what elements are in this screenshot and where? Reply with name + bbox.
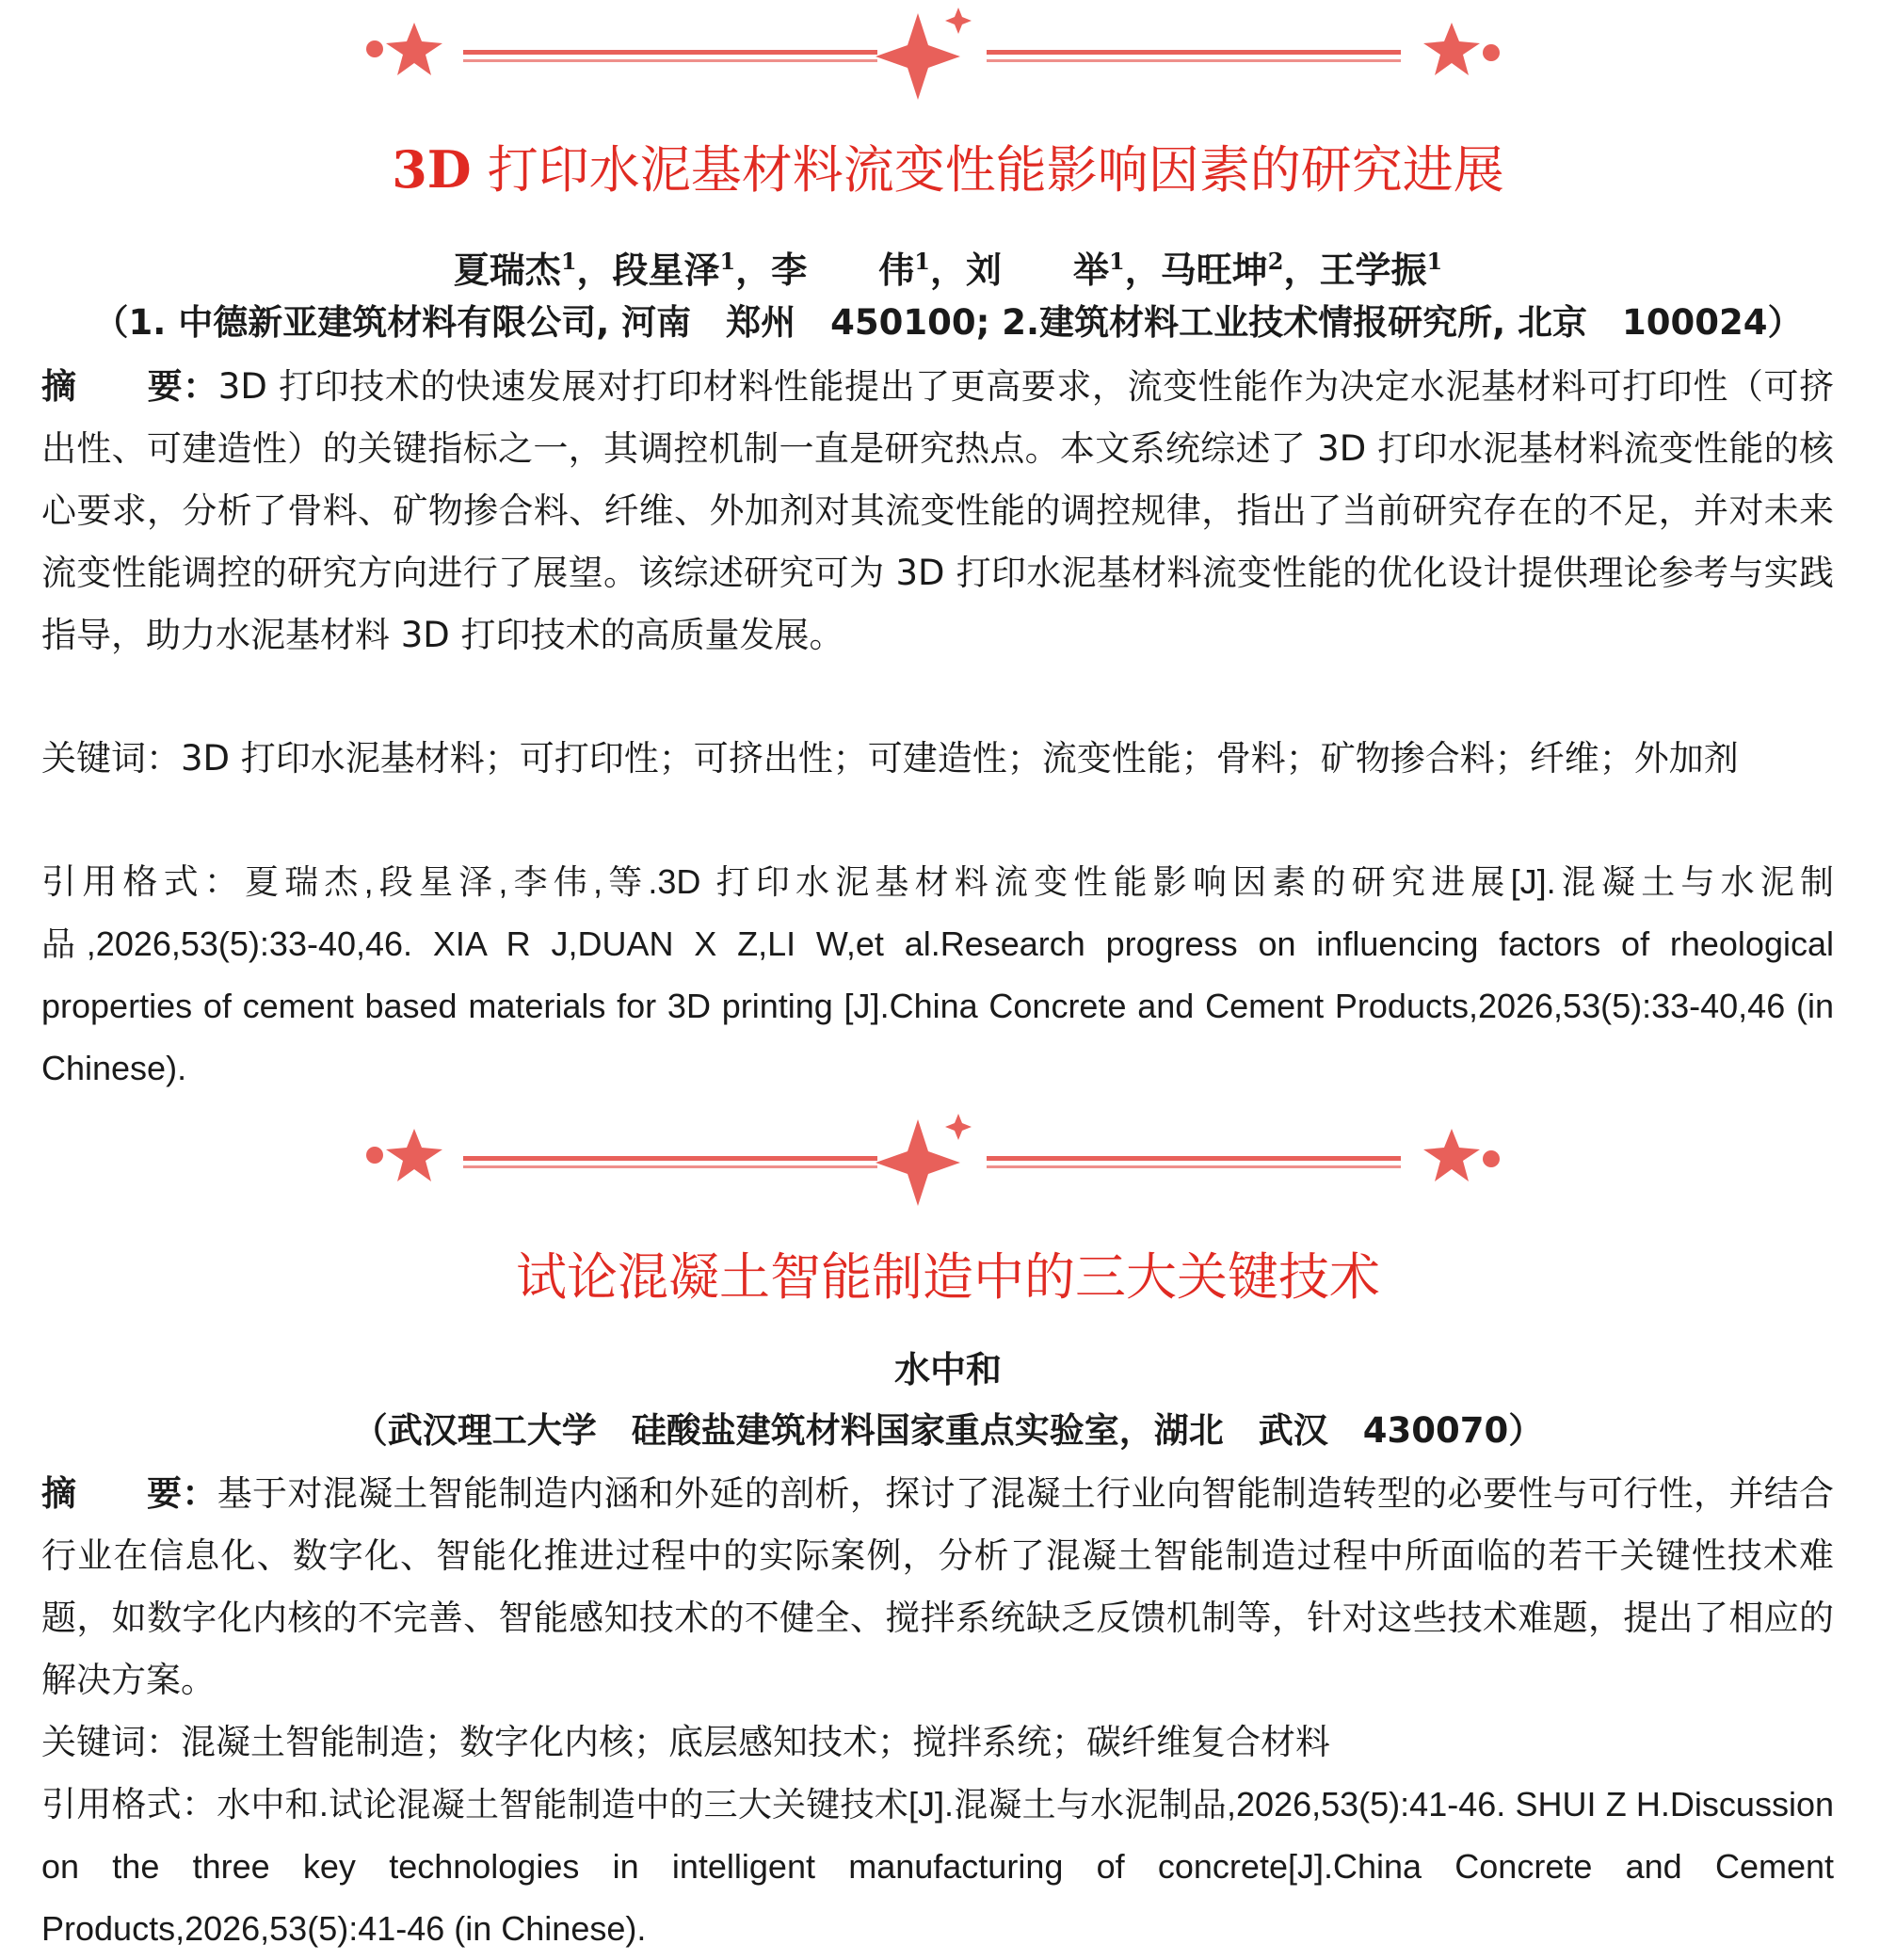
abstract-text: 3D 打印技术的快速发展对打印材料性能提出了更高要求，流变性能作为决定水泥基材料可打印性（可挤出性、可建造性）的关键指标之一，其调控机制一直是研究热点。本文系统综述了 3D 打印水泥基材料流变性能的核心要求，分析了骨料、矿物掺合料、纤维、外加剂对其流变性能的调控规律，指出了当前研究存在的不足，并对未来流变性能调控的研究方向进行了展望。该综述研究可为 3D 打印水泥基材料流变性能的优化设计提供理论参考与实践指导，助力水泥基材料 3D 打印技术的高质量发展。: [41, 366, 1834, 655]
author-affiliation-marker: 2: [1267, 248, 1284, 275]
abstract-label: 摘 要：: [41, 1473, 217, 1514]
keywords-paragraph: [41, 1711, 1834, 1774]
keywords-text: 3D 打印水泥基材料；可打印性；可挤出性；可建造性；流变性能；骨料；矿物掺合料；纤维；外加剂: [181, 738, 1739, 779]
author-name: 王学振: [1319, 249, 1427, 291]
citation-paragraph: [41, 1774, 1834, 1960]
author-affiliation-marker: 1: [914, 248, 930, 275]
article-title: 3D 打印水泥基材料流变性能影响因素的研究进展: [392, 139, 1504, 200]
star-icon: [386, 23, 442, 75]
author-name: 夏瑞杰: [453, 249, 561, 291]
dot-icon: [366, 40, 383, 57]
keywords-label: 关键词：: [41, 738, 181, 779]
author-affiliation-marker: 1: [1426, 248, 1443, 275]
author-name: 刘 举: [966, 249, 1110, 291]
abstract-label: 摘 要：: [41, 366, 218, 407]
decorative-divider-middle: [0, 1106, 1896, 1210]
abstract-text: 基于对混凝土智能制造内涵和外延的剖析，探讨了混凝土行业向智能制造转型的必要性与可行性，并结合行业在信息化、数字化、智能化推进过程中的实际案例，分析了混凝土智能制造过程中所面临的若干关键性技术难题，如数字化内核的不完善、智能感知技术的不健全、搅拌系统缺乏反馈机制等，针对这些技术难题，提出了相应的解决方案。: [41, 1473, 1835, 1700]
author-name: 李 伟: [771, 249, 915, 291]
star-icon: [386, 1129, 442, 1181]
decorative-divider-top: [0, 0, 1896, 104]
abstract-paragraph: [41, 356, 1834, 667]
dot-icon: [1483, 44, 1500, 61]
abstract-paragraph: [41, 1463, 1834, 1711]
affiliation: （1. 中德新亚建筑材料有限公司, 河南 郑州 450100; 2.建筑材料工业技术情报研究所, 北京 100024）: [93, 302, 1803, 343]
author-affiliation-marker: 1: [1109, 248, 1125, 275]
affiliation: （武汉理工大学 硅酸盐建筑材料国家重点实验室，湖北 武汉 430070）: [352, 1410, 1544, 1451]
citation-text: 水中和.试论混凝土智能制造中的三大关键技术[J].混凝土与水泥制品,2026,53(5):41-46. SHUI Z H.Discussion on the three key technologies in intelligent manufacturing of concrete[J].China Concrete and Cement Products,2026,53(5):41-46 (in Chinese).: [41, 1785, 1834, 1948]
small-sparkle-icon: [945, 1114, 972, 1140]
citation-text: 夏瑞杰,段星泽,李伟,等.3D 打印水泥基材料流变性能影响因素的研究进展[J].混凝土与水泥制品,2026,53(5):33-40,46. XIA R J,DUAN X Z,LI W,et al.Research progress on influencing factors of rheological properties of cement based materials for 3D printing [J].China Concrete and Cement Products,2026,53(5):33-40,46 (in Chinese).: [41, 862, 1834, 1087]
citation-label: 引用格式：: [41, 861, 245, 902]
author-list: 夏瑞杰$^1$，段星泽$^1$，李 伟$^1$，刘 举$^1$，马旺坤$^2$，王学振$^1$: [453, 248, 1443, 291]
star-icon: [1423, 1129, 1480, 1181]
keywords-paragraph: [41, 728, 1834, 790]
author-affiliation-marker: 1: [719, 248, 736, 275]
author-name: 段星泽: [612, 249, 720, 291]
article-title: 试论混凝土智能制造中的三大关键技术: [516, 1247, 1380, 1307]
author-affiliation-marker: 1: [560, 248, 577, 275]
keywords-text: 混凝土智能制造；数字化内核；底层感知技术；搅拌系统；碳纤维复合材料: [181, 1722, 1330, 1762]
dot-icon: [366, 1147, 383, 1164]
star-icon: [1423, 23, 1480, 75]
sparkle-icon: [876, 1119, 960, 1206]
keywords-label: 关键词：: [41, 1722, 181, 1762]
dot-icon: [1483, 1150, 1500, 1167]
author-name: 马旺坤: [1160, 249, 1268, 291]
citation-paragraph: [41, 851, 1834, 1100]
sparkle-icon: [876, 13, 960, 100]
small-sparkle-icon: [945, 8, 972, 34]
author-list: 水中和: [893, 1349, 1002, 1390]
citation-label: 引用格式：: [41, 1784, 217, 1824]
